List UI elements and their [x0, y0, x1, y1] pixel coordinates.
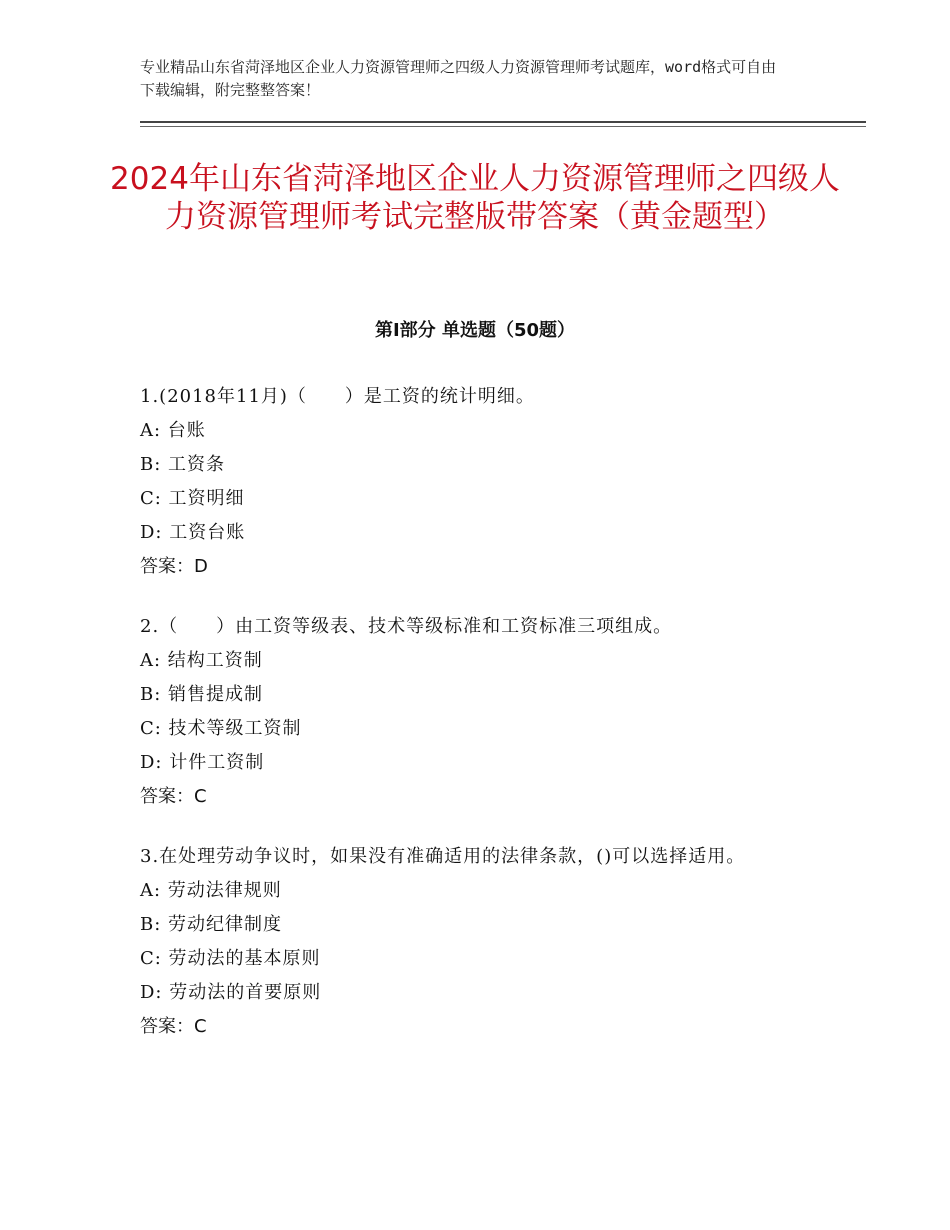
option-c: C: 工资明细	[140, 488, 245, 509]
header-rule-thin	[140, 126, 866, 127]
option-c: C: 劳动法的基本原则	[140, 948, 321, 969]
option-b: B: 劳动纪律制度	[140, 914, 283, 935]
option-d: D: 计件工资制	[140, 752, 265, 773]
header-rule-thick	[140, 121, 866, 123]
header-note: 专业精品山东省菏泽地区企业人力资源管理师之四级人力资源管理师考试题库，word格式可自由下载编辑，附完整整答案！	[140, 58, 777, 99]
question-2	[140, 610, 810, 814]
option-d: D: 劳动法的首要原则	[140, 982, 322, 1003]
option-d: D: 工资台账	[140, 522, 246, 543]
question-stem: 2.（ ）由工资等级表、技术等级标准和工资标准三项组成。	[140, 616, 673, 637]
question-list	[140, 380, 810, 1070]
question-stem: 3.在处理劳动争议时，如果没有准确适用的法律条款，()可以选择适用。	[140, 846, 746, 867]
document-title: 2024年山东省菏泽地区企业人力资源管理师之四级人力资源管理师考试完整版带答案（黄金题型）	[110, 161, 840, 235]
answer: 答案：D	[140, 556, 208, 577]
option-b: B: 销售提成制	[140, 684, 264, 705]
option-b: B: 工资条	[140, 454, 226, 475]
question-stem: 1.(2018年11月)（ ）是工资的统计明细。	[140, 386, 535, 407]
option-c: C: 技术等级工资制	[140, 718, 302, 739]
question-3	[140, 840, 810, 1044]
section-title: 第Ⅰ部分 单选题（50题）	[374, 320, 575, 341]
answer: 答案：C	[140, 786, 207, 807]
answer: 答案：C	[140, 1016, 207, 1037]
question-1	[140, 380, 810, 584]
option-a: A: 台账	[140, 420, 206, 441]
option-a: A: 结构工资制	[140, 650, 263, 671]
option-a: A: 劳动法律规则	[140, 880, 282, 901]
